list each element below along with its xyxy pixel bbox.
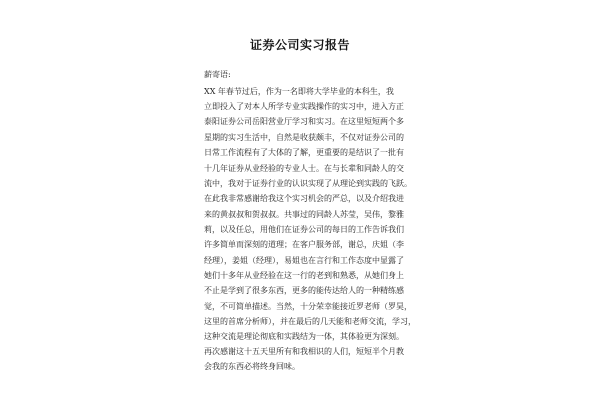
body-line: 星期的实习生活中，自然是收获颇丰，不仅对证券公司的 [204, 133, 404, 142]
body-line: 来的黄叔叔和贺叔叔。共事过的同龄人苏莹，吴伟，黎雅 [204, 210, 404, 219]
body-line: 泰阳证券公司岳阳营业厅学习和实习。在这里短短两个多 [204, 117, 404, 126]
document-title: 证券公司实习报告 [249, 38, 350, 52]
body-line: XX 年春节过后，作为一名即将大学毕业的本科生，我 [204, 87, 394, 96]
body-line: 日常工作流程有了大体的了解，更重要的是结识了一批有 [204, 148, 404, 157]
body-line: 薪寄语: [204, 70, 231, 79]
body-line: 立即投入了对本人所学专业实践操作的实习中，进入方正 [204, 102, 404, 111]
body-line: 莉，以及任总，用他们在证券公司的每日的工作告诉我们 [204, 225, 404, 234]
body-line: 流中，我对于证券行业的认识实现了从理论到实践的飞跃。 [204, 179, 412, 188]
body-line: 觉，不可简单描述。当然，十分荣幸能接近罗老师（罗昊， [204, 302, 412, 311]
body-line: 不止是学到了很多东西，更多的能传达给人的一种精练感 [204, 286, 404, 295]
body-line: 这种交流是理论彻底和实践结为一体，其体验更为深刻。 [204, 332, 404, 341]
body-line: 再次感谢这十五天里所有和我相识的人们，短短半个月教 [204, 347, 404, 356]
body-line: 这里的首席分析师），并在最后的几天能和老师交流，学习， [204, 317, 416, 326]
body-line: 许多简单而深刻的道理；在客户服务部，谢总，庆姐（李 [204, 240, 404, 249]
body-line: 会我的东西必将终身回味。 [204, 362, 300, 371]
body-line: 在此我非常感谢给我这个实习机会的严总，以及介绍我进 [204, 194, 404, 203]
body-line: 经理），姜姐（经理），易姐也在言行和工作态度中显露了 [204, 256, 404, 265]
body-line: 她们十多年从业经验在这一行的老到和熟悉，从她们身上 [204, 271, 404, 280]
body-line: 十几年证券从业经验的专业人士。在与长辈和同龄人的交 [204, 164, 404, 173]
